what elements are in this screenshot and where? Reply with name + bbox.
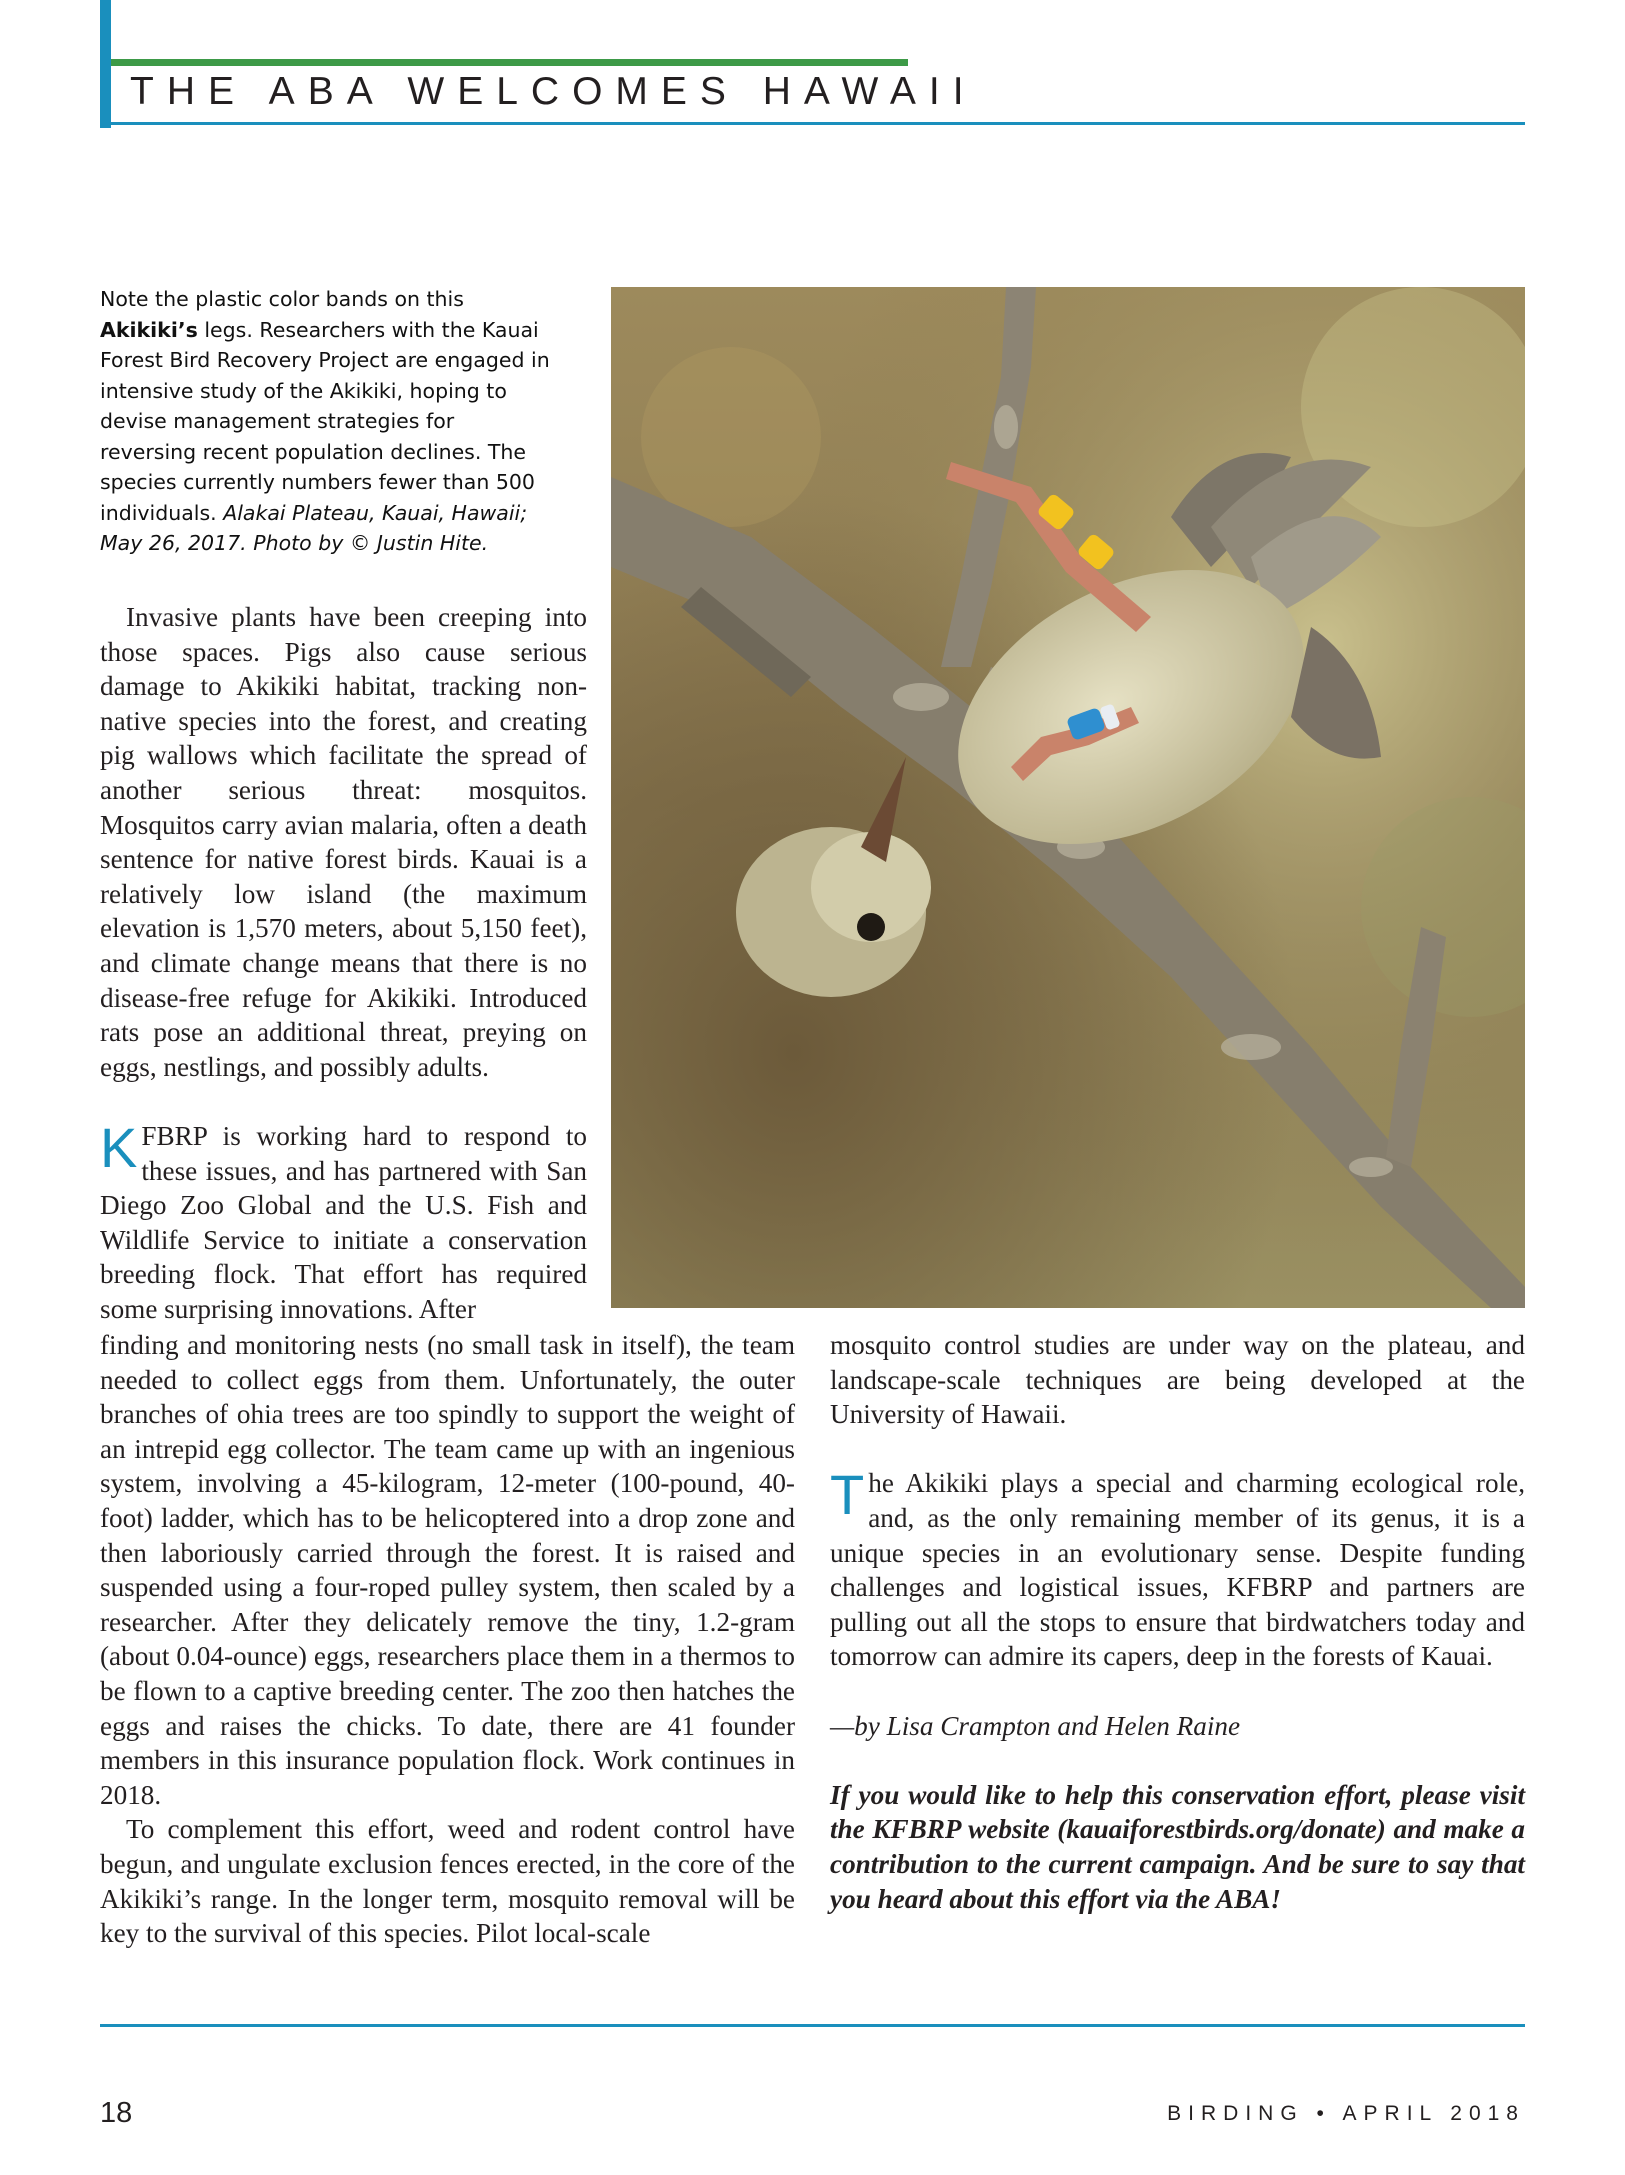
header-green-rule (111, 59, 908, 66)
footer-rule (100, 2024, 1525, 2027)
article-paragraph: To complement this effort, weed and rodent control have begun, and ungulate exclusion fences erected, in the core of the Akikiki’s range. In the longer term, mosquito removal will be key to the survival of this species. Pilot local-scale (100, 1814, 795, 1949)
article-paragraph (830, 1463, 1525, 1674)
article-paragraph: Invasive plants have been creeping into those spaces. Pigs also cause serious damage to Akikiki habitat, tracking non-native species into the forest, and creating pig wallows which facilitate the spread of another serious threat: mosquitos. Mosquitos carry avian malaria, often a death sentence for native forest birds. Kauai is a relatively low island (the maximum elevation is 1,570 meters, about 5,150 feet), and climate change means that there is no disease-free refuge for Akikiki. Introduced rats pose an additional threat, preying on eggs, nestlings, and possibly adults. (100, 602, 587, 1082)
section-title: THE ABA WELCOMES HAWAII (130, 70, 977, 113)
caption-species: Akikiki’s (100, 317, 198, 342)
photo-caption (100, 284, 555, 559)
author-signature: —by Lisa Crampton and Helen Raine (830, 1710, 1241, 1741)
caption-credit: Alakai Plateau, Kauai, Hawaii; May 26, 2017. Photo by © Justin Hite. (100, 500, 528, 555)
caption-body: legs. Researchers with the Kauai Forest Bird Recovery Project are engaged in intensive study of the Akikiki, hoping to devise management strategies for reversing recent population declines. The species currently numbers fewer than 500 individuals. (100, 317, 550, 525)
article-paragraph (100, 1115, 587, 1327)
akikiki-photo (611, 287, 1525, 1308)
article-column-left-lower (100, 1328, 795, 1951)
publication-issue: BIRDING • APRIL 2018 (1167, 2102, 1525, 2125)
header-accent-bar (100, 0, 111, 128)
page-number: 18 (100, 2097, 133, 2129)
drop-cap: T (830, 1463, 865, 1527)
paragraph-text: he Akikiki plays a special and charming ecological role, and, as the only remaining member of its genus, it is a unique species in an evolutionary sense. Despite funding challenges and logistical issues, KFBRP and partners are pulling out all the stops to ensure that birdwatchers today and tomorrow can admire its capers, deep in the forests of Kauai. (830, 1468, 1525, 1672)
paragraph-text: FBRP is working hard to respond to these issues, and has partnered with San Diego Zoo Global and the U.S. Fish and Wildlife Service to initiate a conservation breeding flock. That effort has required some surprising innovations. After (100, 1120, 587, 1324)
article-paragraph: mosquito control studies are under way on the plateau, and landscape-scale techniques are being developed at the University of Hawaii. (830, 1330, 1525, 1430)
caption-intro: Note the plastic color bands on this (100, 287, 464, 311)
header-blue-rule (111, 122, 1525, 125)
donation-appeal: If you would like to help this conservation effort, please visit the KFBRP website (kauaiforestbirds.org/donate) and make a contribution to the current campaign. And be sure to say that you heard about this effort via the ABA! (830, 1779, 1525, 1914)
article-column-right (830, 1328, 1525, 1916)
drop-cap: K (100, 1115, 138, 1179)
article-paragraph: finding and monitoring nests (no small task in itself), the team needed to collect eggs from them. Unfortunately, the outer branches of ohia trees are too spindly to support the weight of an intrepid egg collector. The team came up with an ingenious system, involving a 45-kilogram, 12-meter (100-pound, 40-foot) ladder, which has to be helicoptered into a drop zone and then laboriously carried through the forest. It is raised and suspended using a four-roped pulley system, then scaled by a researcher. After they delicately remove the tiny, 1.2-gram (about 0.04-ounce) eggs, researchers place them in a thermos to be flown to a captive breeding center. The zoo then hatches the eggs and raises the chicks. To date, there are 41 founder members in this insurance population flock. Work continues in 2018. (100, 1330, 795, 1810)
article-column-left-upper (100, 600, 587, 1326)
